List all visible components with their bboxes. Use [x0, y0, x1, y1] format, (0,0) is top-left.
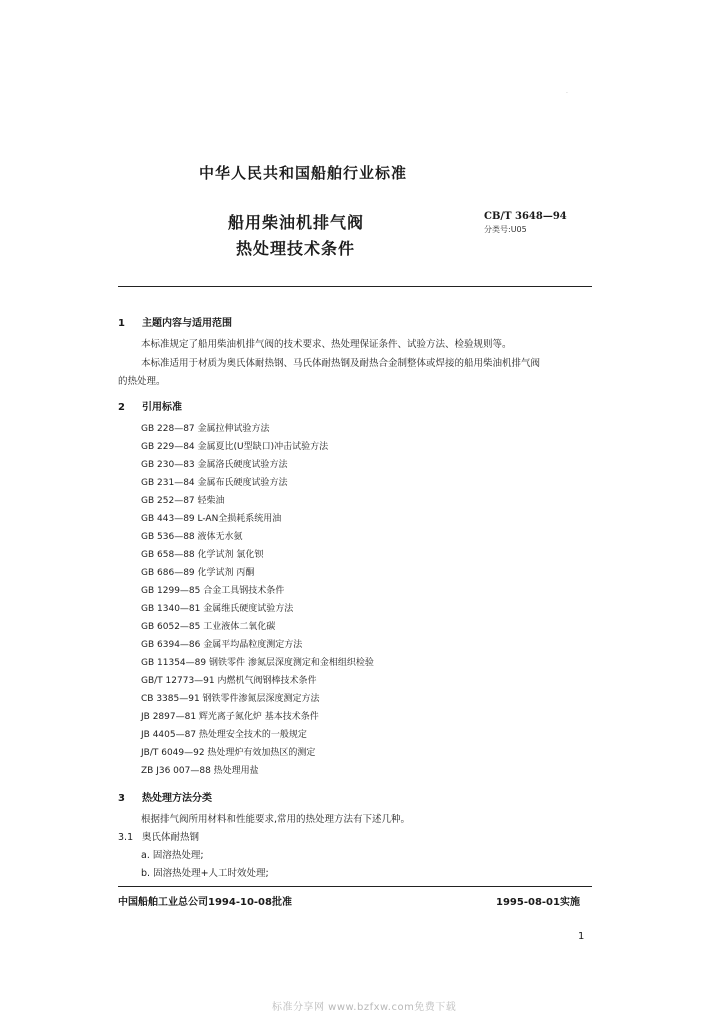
section-1-heading: [118, 314, 232, 329]
reference-item: JB 4405—87 热处理安全技术的一般规定: [141, 730, 307, 740]
section-1-para-1: 本标准规定了船用柴油机排气阀的技术要求、热处理保证条件、试验方法、检验规则等。: [141, 339, 512, 350]
watermark: 标准分享网 www.bzfxw.com免费下载: [272, 1002, 457, 1013]
document-title-line2: 热处理技术条件: [236, 239, 356, 258]
section-2-title: 引用标准: [142, 402, 182, 413]
reference-item: GB 686—89 化学试剂 丙酮: [141, 568, 255, 578]
reference-item: GB/T 12773—91 内燃机气阀钢棒技术条件: [141, 676, 317, 686]
reference-item: GB 443—89 L-AN全损耗系统用油: [141, 514, 282, 524]
implementation-statement: 1995-08-01实施: [496, 897, 580, 908]
reference-item: ZB J36 007—88 热处理用盐: [141, 766, 259, 776]
page-number: 1: [578, 931, 585, 942]
section-2-heading: [118, 398, 182, 413]
corner-mark: ·: [566, 90, 568, 97]
subsection-3-1-title: 奥氏体耐热钢: [142, 832, 200, 843]
reference-item: GB 230—83 金属洛氏硬度试验方法: [141, 460, 288, 470]
section-3-heading: [118, 789, 212, 804]
subsection-3-1-number: 3.1: [118, 832, 134, 843]
document-title-line1: 船用柴油机排气阀: [228, 213, 365, 232]
reference-item: GB 1299—85 合金工具钢技术条件: [141, 586, 285, 596]
approval-statement: 中国船舶工业总公司1994-10-08批准: [118, 897, 292, 908]
reference-item: GB 231—84 金属布氏硬度试验方法: [141, 478, 288, 488]
reference-item: GB 229—84 金属夏比(U型缺口)冲击试验方法: [141, 442, 329, 452]
reference-item: GB 6394—86 金属平均晶粒度测定方法: [141, 640, 303, 650]
reference-item: JB/T 6049—92 热处理炉有效加热区的测定: [141, 748, 316, 758]
reference-item: GB 658—88 化学试剂 氯化钡: [141, 550, 264, 560]
section-1-title: 主题内容与适用范围: [142, 318, 232, 329]
header-divider: [118, 286, 592, 287]
standard-code: CB/T 3648—94: [484, 211, 567, 222]
subsection-3-1-heading: [118, 829, 199, 843]
reference-item: GB 1340—81 金属维氏硬度试验方法: [141, 604, 294, 614]
section-3-title: 热处理方法分类: [142, 793, 212, 804]
reference-item: GB 536—88 液体无水氨: [141, 532, 243, 542]
list-item: a. 固溶热处理;: [141, 850, 204, 861]
reference-item: JB 2897—81 辉光离子氮化炉 基本技术条件: [141, 712, 319, 722]
reference-item: CB 3385—91 钢铁零件渗氮层深度测定方法: [141, 694, 320, 704]
reference-item: GB 252—87 轻柴油: [141, 496, 225, 506]
reference-item: GB 6052—85 工业液体二氧化碳: [141, 622, 276, 632]
reference-item: GB 11354—89 钢铁零件 渗氮层深度测定和金相组织检验: [141, 658, 374, 668]
footer-divider: [118, 886, 592, 887]
section-3-number: 3: [118, 793, 125, 804]
section-1-para-2-line-1: 本标准适用于材质为奥氏体耐热钢、马氏体耐热钢及耐热合金制整体或焊接的船用柴油机排气阀: [141, 358, 541, 369]
reference-item: GB 228—87 金属拉伸试验方法: [141, 424, 270, 434]
issuing-organization: 中华人民共和国船舶行业标准: [199, 164, 408, 182]
list-item: b. 固溶热处理+人工时效处理;: [141, 868, 269, 879]
section-1-para-2-line-2: 的热处理。: [118, 376, 166, 387]
classification-number: 分类号:U05: [484, 225, 527, 234]
section-2-number: 2: [118, 402, 125, 413]
section-1-number: 1: [118, 318, 125, 329]
section-3-para-1: 根据排气阀所用材料和性能要求,常用的热处理方法有下述几种。: [141, 814, 411, 825]
